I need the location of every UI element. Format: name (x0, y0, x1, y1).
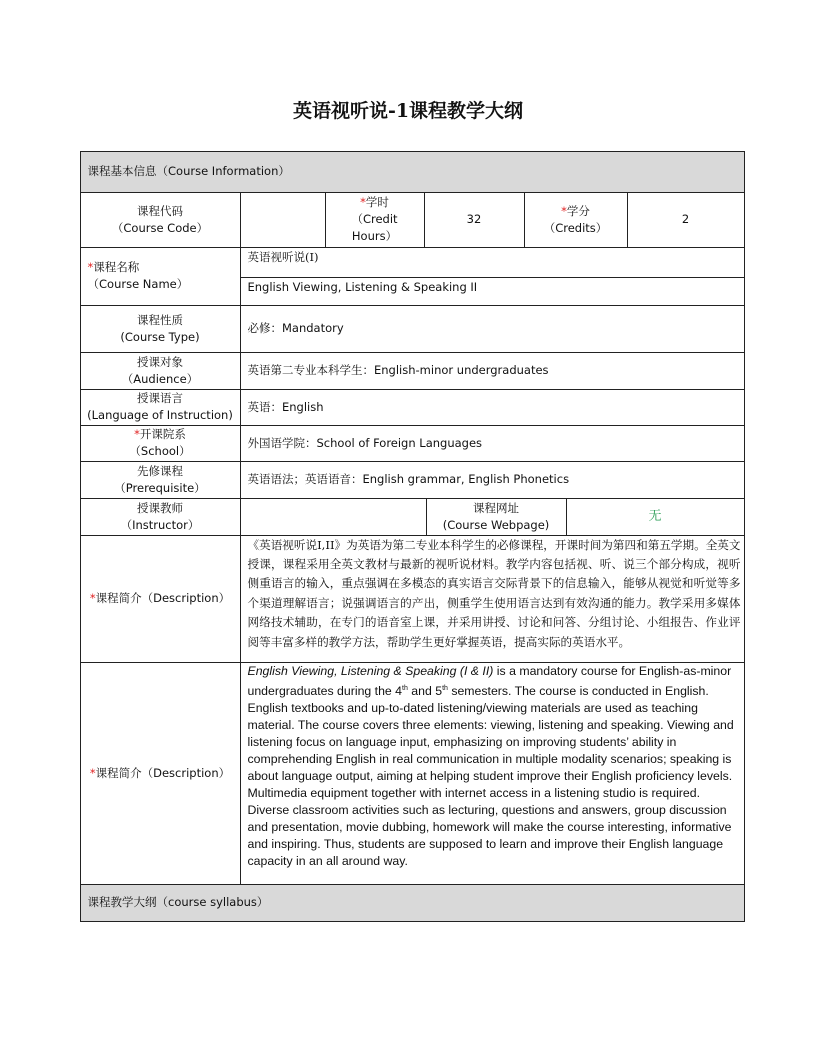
description-cn-label (80, 535, 241, 663)
course-code-label (80, 192, 241, 248)
text: and 5 (407, 683, 443, 698)
instructor-label (80, 498, 241, 536)
course-title-italic: English Viewing, Listening & Speaking (I & II) (247, 663, 494, 678)
text: 课程名称 (93, 260, 140, 274)
value: 英语：English (247, 399, 324, 414)
language-label (80, 389, 241, 426)
text: 课程简介（Description） (95, 765, 231, 780)
label-en: （Course Code） (111, 220, 209, 235)
label-cn: 课程性质 (137, 312, 183, 327)
label-cn: 授课对象 (137, 354, 183, 369)
course-name-en-value (240, 277, 745, 306)
text: 学时 (365, 195, 389, 209)
language-value (240, 389, 745, 426)
label-en: （Prerequisite） (114, 480, 206, 495)
required-marker: * (134, 427, 140, 441)
text: is a mandatory course for English-as-minor undergraduates during the 4 (247, 663, 732, 698)
label-cn (134, 426, 186, 443)
label-cn (88, 259, 140, 276)
prerequisite-value (240, 461, 745, 499)
value: 必修：Mandatory (247, 321, 344, 335)
value: 无 (648, 509, 662, 524)
label (90, 590, 230, 607)
required-marker: * (89, 591, 96, 605)
section-label: 课程基本信息（Course Information） (87, 164, 290, 178)
school-label (80, 425, 241, 462)
value: 英语视听说(I) (247, 249, 319, 264)
label-en: (Language of Instruction) (87, 408, 233, 422)
credit-hours-value (424, 192, 525, 248)
label-cn: 课程网址 (473, 500, 519, 515)
label-en: （Credits） (543, 220, 608, 235)
required-marker: * (561, 203, 567, 218)
course-webpage-label (426, 498, 567, 536)
course-code-value (240, 192, 326, 248)
required-marker: * (89, 765, 96, 780)
label (90, 765, 230, 782)
audience-label (80, 352, 241, 390)
label-en: (Course Webpage) (442, 517, 550, 532)
text: 学分 (566, 203, 590, 218)
value (248, 663, 740, 870)
course-type-value (240, 305, 745, 353)
description-en-text (240, 662, 745, 885)
course-type-label (80, 305, 241, 353)
instructor-value (240, 498, 427, 536)
description-en-label (80, 662, 241, 885)
label-cn: 授课语言 (137, 391, 183, 405)
document-title: 英语视听说-1课程教学大纲 (292, 100, 524, 122)
label-en: (Course Type) (120, 329, 200, 344)
audience-value (240, 352, 745, 390)
section-label: 课程教学大纲（course syllabus） (87, 895, 269, 909)
credit-hours-label (325, 192, 425, 248)
label-en: （Instructor） (120, 517, 200, 532)
label-en: （Course Name） (87, 277, 189, 291)
value: 英语第二专业本科学生：English-minor undergraduates (247, 363, 549, 377)
required-marker: * (87, 260, 94, 274)
value: 《英语视听说I,II》为英语为第二专业本科学生的必修课程，开课时间为第四和第五学期。全英文授课，课程采用全英文教材与最新的视听说材料。教学内容包括视、听、说三个部分构成，视听侧重语言的输入，重点强调在多模态的真实语言交际背景下的信息输入，能够从视觉和听觉等多个渠道理解语言；说强调语言的产出，侧重学生使用语言达到有效沟通的能力。教学采用多媒体网络技术辅助，在专门的语音室上课，并采用讲授、讨论和问答、分组讨论、小组报告、作业评阅等丰富多样的教学方法，帮助学生更好掌握英语，提高实际的英语水平。 (247, 537, 741, 649)
label-en: （Credit (351, 212, 398, 226)
course-name-cn-value (240, 247, 745, 278)
course-webpage-value (566, 498, 745, 536)
text: 开课院系 (139, 427, 186, 441)
label-cn: 课程代码 (137, 203, 183, 218)
label-en: （Audience） (121, 371, 199, 386)
label-cn (360, 194, 389, 211)
label-en: （School） (129, 444, 191, 458)
text: 课程简介（Description） (95, 591, 231, 605)
superscript: th (442, 684, 448, 692)
prerequisite-label (80, 461, 241, 499)
superscript: th (402, 684, 408, 692)
section-header-course-syllabus (80, 884, 745, 922)
school-value (240, 425, 745, 462)
credits-value (627, 192, 745, 248)
label-cn: 先修课程 (137, 463, 183, 478)
value: 2 (681, 212, 690, 226)
credits-label (524, 192, 628, 248)
value: 外国语学院：School of Foreign Languages (247, 435, 483, 450)
label-en: Hours） (351, 229, 398, 243)
value: 32 (466, 212, 482, 226)
description-cn-text (240, 535, 745, 663)
label-cn (561, 203, 590, 220)
value: 英语语法；英语语音：English grammar, English Phonetics (247, 472, 570, 486)
required-marker: * (360, 195, 366, 209)
text: semesters. The course is conducted in English. English textbooks and up-to-dated listening/viewing materials are used as teaching material. The course covers three elements: viewing, listening and speaking. Viewing and listening focus on language input, emphasizing on improving students’ ability in comprehending English in real communication in multiple modality scenarios; speaking is about language output, aiming at helping student improve their English proficiency levels. Multimedia equipment together with internet access in a listening studio is required. Diverse classroom activities such as lecturing, questions and answers, group discussion and presentation, movie dubbing, homework will make the course interesting, informative and inspiring. Thus, students are supposed to learn and improve their English language capacity in an all around way. (247, 683, 734, 868)
section-header-course-information (80, 151, 745, 193)
label-cn: 授课教师 (137, 500, 183, 515)
value: English Viewing, Listening & Speaking II (247, 279, 478, 294)
course-name-label (80, 247, 241, 306)
